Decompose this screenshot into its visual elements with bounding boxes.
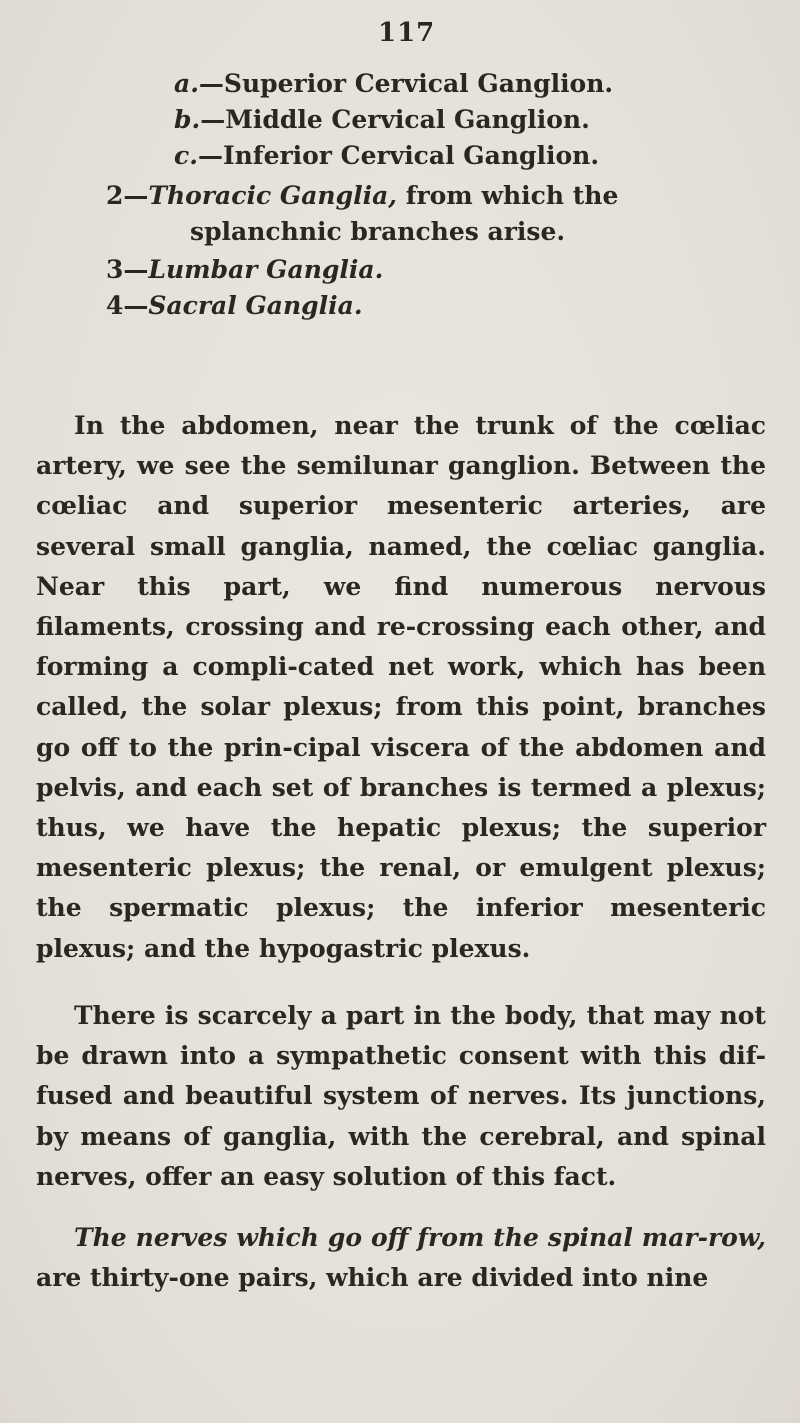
list-item-b-text: —Middle Cervical Ganglion. bbox=[200, 105, 590, 134]
list-item-a-text: —Superior Cervical Ganglion. bbox=[198, 69, 614, 98]
list-item-3-number: 3— bbox=[106, 255, 149, 284]
paragraph-spinal-nerves bbox=[36, 1218, 766, 1298]
paragraph-spinal-nerves-text: are thirty-one pairs, which are divided into nine bbox=[36, 1263, 709, 1293]
paragraph-spinal-nerves-italic: The nerves which go off from the spinal mar-row, bbox=[74, 1223, 766, 1252]
list-item-3 bbox=[106, 252, 383, 288]
list-item-b-label: b. bbox=[174, 105, 201, 134]
paragraph-sympathetic bbox=[36, 996, 766, 1197]
list-item-2-number: 2— bbox=[106, 181, 149, 210]
paragraph-abdomen bbox=[36, 406, 766, 969]
page-number: 117 bbox=[378, 18, 436, 48]
paragraph-abdomen-text: In the abdomen, near the trunk of the cœliac artery, we see the semilunar ganglion. Between the cœliac and superior mesenteric arteries, are several small ganglia, named, the cœliac ganglia. Near this part, we find numerous nervous filaments, crossing and re-crossing each other, and forming a compli-cated net work, which has been called, the solar plexus; from this point, branches go off to the prin-cipal viscera of the abdomen and pelvis, and each set of branches is termed a plexus; thus, we have the hepatic plexus; the superior mesenteric plexus; the renal, or emulgent plexus; the spermatic plexus; the inferior mesenteric plexus; and the hypogastric plexus. bbox=[36, 411, 766, 963]
list-item-a-label: a. bbox=[174, 69, 199, 98]
list-item-4 bbox=[106, 288, 363, 324]
list-item-a bbox=[174, 66, 613, 102]
list-item-4-name: Sacral Ganglia. bbox=[148, 291, 363, 320]
list-item-2-name: Thoracic Ganglia, bbox=[148, 181, 397, 210]
paragraph-sympathetic-text: There is scarcely a part in the body, that may not be drawn into a sympathetic consent with this dif-fused and beautiful system of nerves. Its junctions, by means of ganglia, with the cerebral, and spinal nerves, offer an easy solution of this fact. bbox=[36, 1001, 766, 1191]
list-item-c-text: —Inferior Cervical Ganglion. bbox=[197, 141, 600, 170]
list-item-2 bbox=[106, 178, 618, 214]
list-item-c-label: c. bbox=[174, 141, 198, 170]
list-item-3-name: Lumbar Ganglia. bbox=[148, 255, 384, 284]
list-item-4-number: 4— bbox=[106, 291, 149, 320]
list-item-b bbox=[174, 102, 590, 138]
list-item-c bbox=[174, 138, 599, 174]
list-item-2-text: from which the bbox=[396, 181, 619, 210]
list-item-2-continuation: splanchnic branches arise. bbox=[190, 217, 566, 246]
